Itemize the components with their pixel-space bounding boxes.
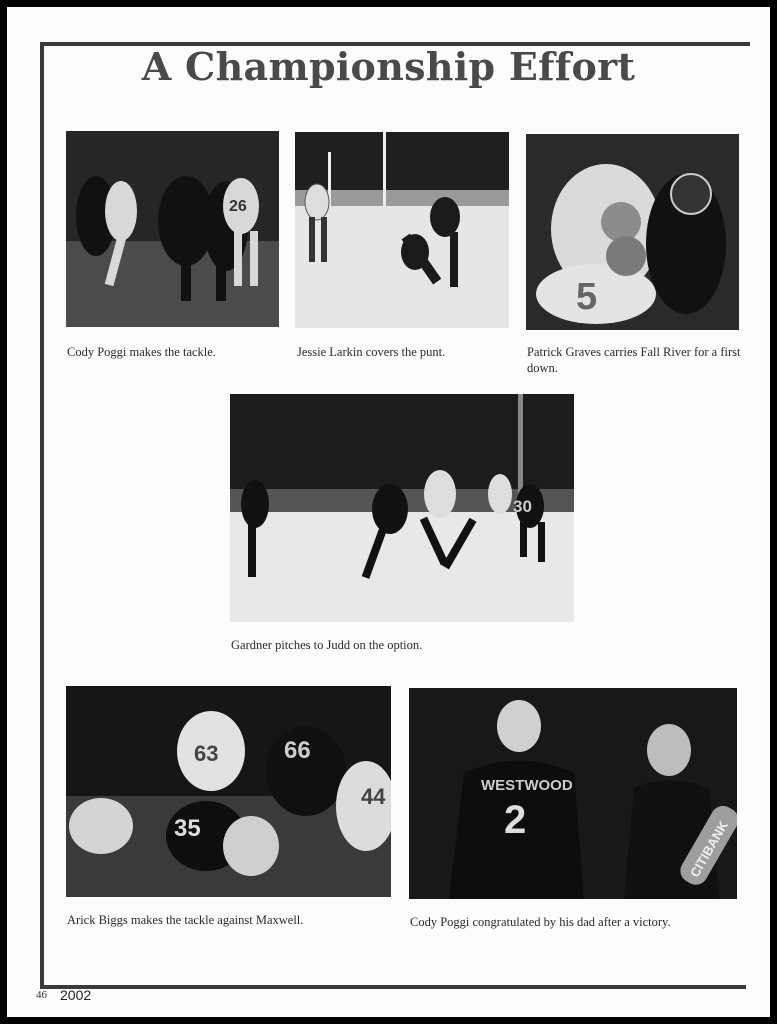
photo-biggs-tackle [66,686,391,897]
caption-2: Jessie Larkin covers the punt. [297,345,446,359]
jersey-44: 44 [361,784,386,809]
sign-text: CITIBANK [686,818,731,880]
year-label: 2002 [60,987,92,1003]
photo-carry [526,134,739,330]
caption-3: Patrick Graves carries Fall River for a first down. [527,345,741,375]
caption-6: Cody Poggi congratulated by his dad after a victory. [410,915,671,929]
jersey-63: 63 [194,741,219,766]
bottom-rule [40,985,746,989]
shirt-text: WESTWOOD [481,777,573,794]
jersey-26: 26 [229,198,247,215]
jersey-30: 30 [513,497,532,516]
photo-punt [295,132,509,328]
jersey-35: 35 [174,815,201,842]
photo-option [230,394,574,622]
page-number: 46 [36,989,47,1001]
photo-tackle [66,131,279,327]
caption-4: Gardner pitches to Judd on the option. [231,638,423,652]
photo-congratulated [409,688,737,899]
jersey-66: 66 [284,737,311,764]
jersey-5: 5 [576,276,598,318]
left-rule [40,42,44,988]
caption-5: Arick Biggs makes the tackle against Maxwell. [67,913,304,927]
jersey-2: 2 [504,798,527,842]
caption-1: Cody Poggi makes the tackle. [67,345,216,359]
page-title: A Championship Effort [141,44,636,89]
